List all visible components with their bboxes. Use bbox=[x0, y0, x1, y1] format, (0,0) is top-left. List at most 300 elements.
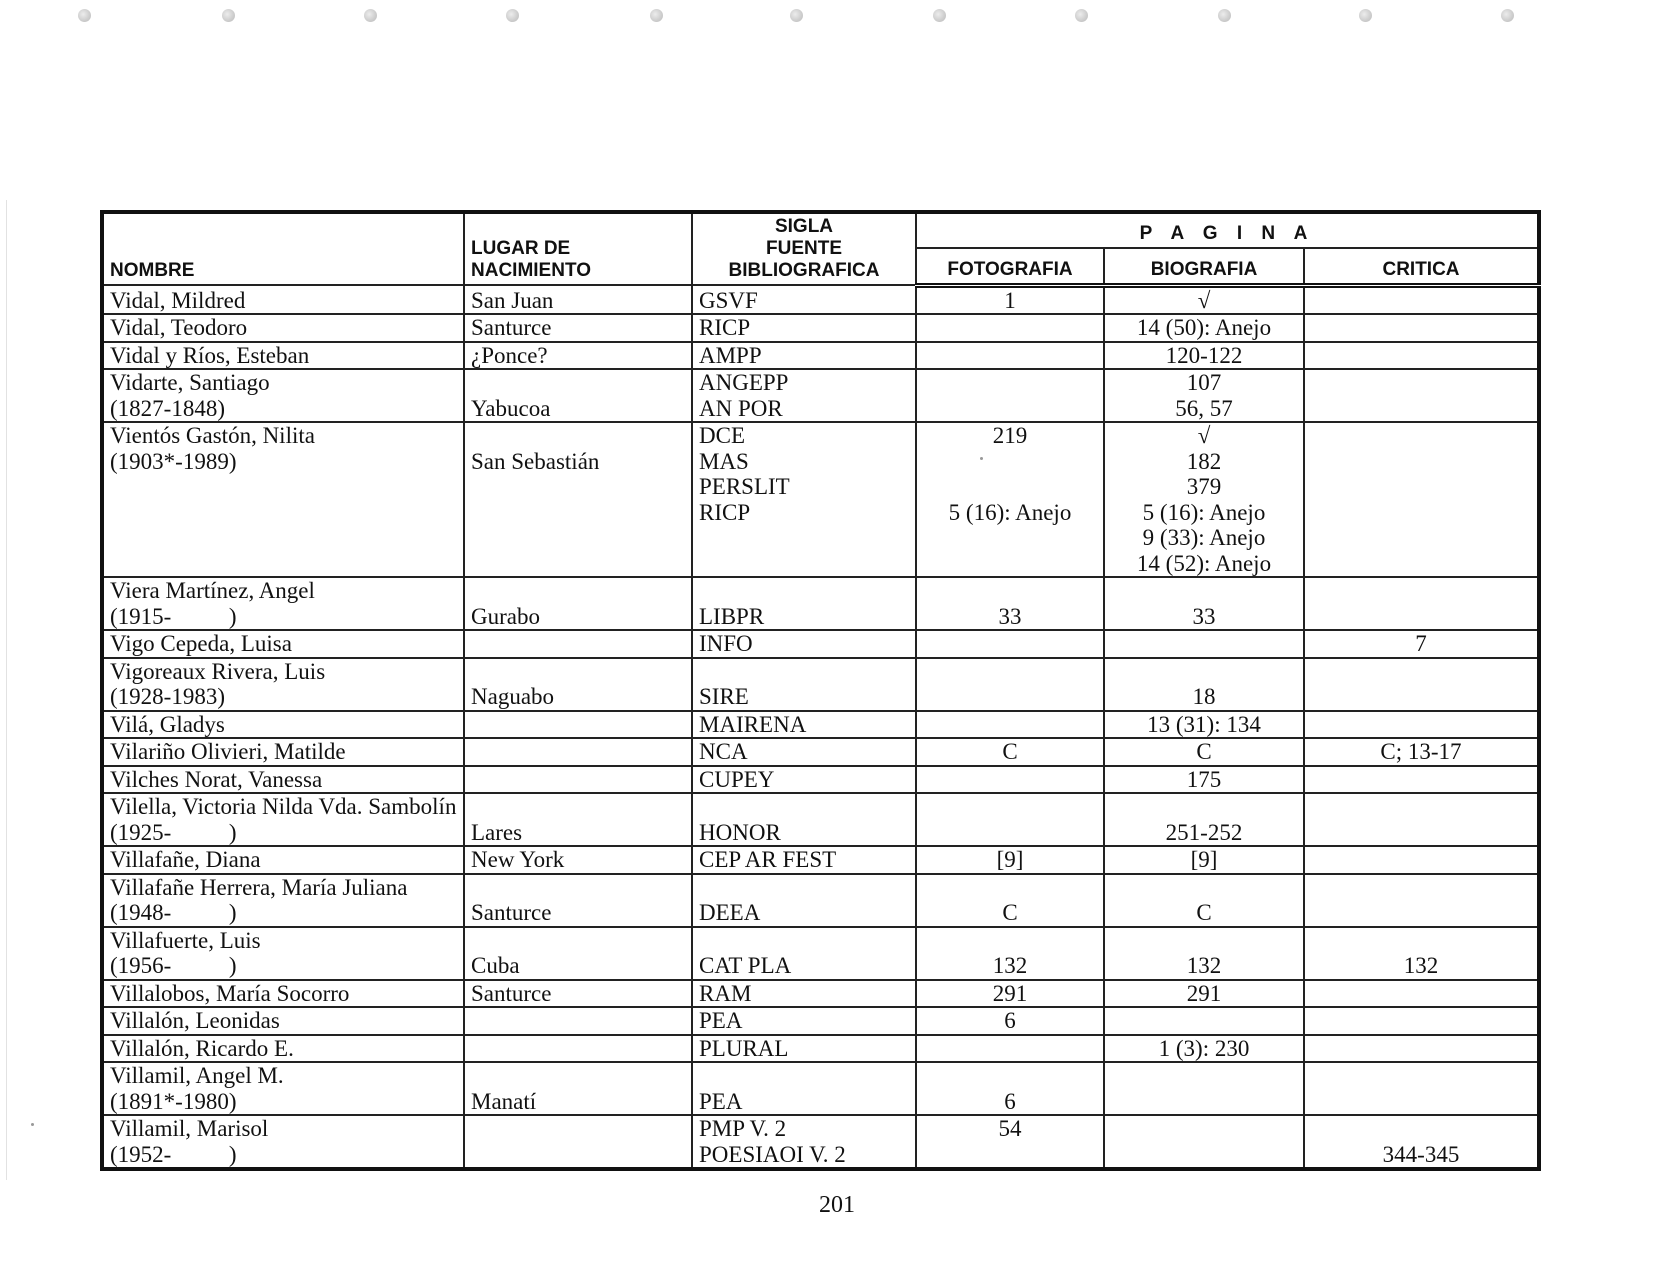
header-pagina: P A G I N A bbox=[916, 212, 1539, 248]
table-row bbox=[102, 422, 1539, 577]
cell-biografia-line bbox=[1111, 1008, 1297, 1034]
cell-nombre-line: Villamil, Angel M. bbox=[110, 1063, 284, 1088]
table-row bbox=[102, 874, 1539, 927]
cell-fotografia-line: 132 bbox=[992, 953, 1028, 978]
cell-lugar-line bbox=[471, 1116, 685, 1142]
cell-nombre bbox=[102, 369, 464, 422]
cell-lugar-line bbox=[471, 659, 685, 685]
cell-nombre bbox=[102, 846, 464, 874]
cell-biografia-line bbox=[1111, 631, 1297, 657]
cell-fotografia bbox=[916, 369, 1104, 422]
cell-fotografia-line: C bbox=[1002, 900, 1018, 925]
cell-fotografia bbox=[916, 980, 1104, 1008]
cell-lugar-line bbox=[471, 525, 685, 551]
table-row bbox=[102, 1007, 1539, 1035]
cell-sigla-line: INFO bbox=[699, 631, 753, 656]
cell-critica-line bbox=[1311, 500, 1531, 526]
cell-lugar bbox=[464, 874, 692, 927]
cell-fotografia-line: 291 bbox=[992, 980, 1028, 1006]
cell-lugar bbox=[464, 846, 692, 874]
cell-sigla-line bbox=[699, 1063, 909, 1089]
cell-nombre-line bbox=[110, 551, 457, 577]
table-row bbox=[102, 658, 1539, 711]
cell-biografia-line bbox=[1111, 1063, 1297, 1089]
cell-nombre-line: (1952- ) bbox=[110, 1141, 237, 1167]
cell-nombre-line: Vilariño Olivieri, Matilde bbox=[110, 739, 346, 764]
cell-lugar-line bbox=[471, 1036, 685, 1062]
cell-nombre-line: (1903*-1989) bbox=[110, 448, 237, 474]
cell-lugar-line: Cuba bbox=[471, 953, 520, 978]
cell-sigla bbox=[692, 711, 916, 739]
cell-nombre-line: Villalón, Ricardo E. bbox=[110, 1035, 294, 1061]
cell-lugar-line bbox=[471, 1142, 685, 1168]
cell-critica bbox=[1304, 874, 1539, 927]
cell-sigla bbox=[692, 1115, 916, 1169]
cell-nombre-line bbox=[110, 474, 457, 500]
cell-critica bbox=[1304, 980, 1539, 1008]
cell-sigla-line: CEP AR FEST bbox=[699, 847, 837, 872]
cell-fotografia-line bbox=[923, 928, 1097, 954]
table-row bbox=[102, 1062, 1539, 1115]
cell-critica bbox=[1304, 342, 1539, 370]
cell-nombre bbox=[102, 793, 464, 846]
cell-nombre-line: (1928-1983) bbox=[110, 684, 225, 709]
cell-critica bbox=[1304, 314, 1539, 342]
cell-nombre-line: Villafañe, Diana bbox=[110, 847, 261, 872]
cell-critica bbox=[1304, 1007, 1539, 1035]
cell-critica-line bbox=[1311, 1089, 1531, 1115]
cell-sigla-line: PEA bbox=[699, 1088, 743, 1114]
cell-biografia-line bbox=[1111, 1116, 1297, 1142]
cell-fotografia bbox=[916, 846, 1104, 874]
cell-critica-line bbox=[1311, 1008, 1531, 1034]
cell-sigla-line: HONOR bbox=[699, 819, 781, 845]
cell-biografia-line: 291 bbox=[1186, 980, 1222, 1006]
cell-sigla bbox=[692, 1007, 916, 1035]
table-row bbox=[102, 630, 1539, 658]
cell-sigla-line bbox=[699, 659, 909, 685]
cell-nombre-line: Villamil, Marisol bbox=[110, 1116, 269, 1141]
cell-biografia-line bbox=[1111, 578, 1297, 604]
cell-biografia bbox=[1104, 422, 1304, 577]
cell-fotografia bbox=[916, 1035, 1104, 1063]
cell-nombre-line: (1925- ) bbox=[110, 819, 237, 845]
cell-lugar-line: San Sebastián bbox=[471, 448, 600, 474]
cell-biografia-line: 379 bbox=[1186, 474, 1222, 499]
cell-nombre bbox=[102, 738, 464, 766]
cell-biografia bbox=[1104, 874, 1304, 927]
cell-fotografia bbox=[916, 1007, 1104, 1035]
cell-lugar bbox=[464, 793, 692, 846]
cell-nombre-line: (1915- ) bbox=[110, 603, 237, 629]
cell-fotografia bbox=[916, 1062, 1104, 1115]
cell-sigla-line: CUPEY bbox=[699, 766, 775, 792]
cell-biografia-line: 120-122 bbox=[1165, 342, 1243, 368]
cell-nombre bbox=[102, 766, 464, 794]
header-fotografia: FOTOGRAFIA bbox=[916, 248, 1104, 285]
cell-lugar-line bbox=[471, 767, 685, 793]
cell-fotografia-line bbox=[923, 684, 1097, 710]
cell-lugar-line: Lares bbox=[471, 819, 523, 845]
cell-nombre-line: Villalón, Leonidas bbox=[110, 1008, 280, 1033]
cell-critica-line bbox=[1311, 659, 1531, 685]
header-lugar bbox=[464, 212, 692, 285]
cell-lugar-line: ¿Ponce? bbox=[471, 342, 548, 368]
cell-biografia bbox=[1104, 1035, 1304, 1063]
cell-sigla-line: ANGEPP bbox=[699, 370, 789, 395]
cell-lugar bbox=[464, 738, 692, 766]
cell-lugar-line bbox=[471, 474, 685, 500]
cell-nombre-line: Vilella, Victoria Nilda Vda. Sambolín bbox=[110, 794, 457, 819]
cell-fotografia-line: 6 bbox=[1004, 1008, 1016, 1033]
table-row bbox=[102, 793, 1539, 846]
cell-lugar bbox=[464, 630, 692, 658]
table-row bbox=[102, 846, 1539, 874]
cell-lugar bbox=[464, 369, 692, 422]
table-row bbox=[102, 1035, 1539, 1063]
cell-lugar-line: Gurabo bbox=[471, 603, 540, 629]
cell-nombre-line bbox=[110, 525, 457, 551]
cell-critica-line: 7 bbox=[1415, 631, 1427, 656]
table-body bbox=[102, 285, 1539, 1169]
binder-hole bbox=[78, 9, 91, 22]
cell-lugar-line bbox=[471, 631, 685, 657]
cell-biografia-line: 56, 57 bbox=[1175, 395, 1233, 421]
cell-sigla-line: NCA bbox=[699, 739, 748, 764]
cell-critica bbox=[1304, 658, 1539, 711]
cell-sigla-line: GSVF bbox=[699, 287, 758, 313]
cell-fotografia-line bbox=[923, 370, 1097, 396]
header-sigla-line: FUENTE bbox=[766, 238, 842, 259]
cell-lugar bbox=[464, 711, 692, 739]
cell-lugar bbox=[464, 658, 692, 711]
cell-critica-line bbox=[1311, 474, 1531, 500]
cell-nombre-line: (1956- ) bbox=[110, 953, 237, 978]
cell-critica-line bbox=[1311, 767, 1531, 793]
cell-biografia bbox=[1104, 314, 1304, 342]
cell-sigla bbox=[692, 658, 916, 711]
cell-critica-line bbox=[1311, 449, 1531, 475]
cell-biografia bbox=[1104, 1062, 1304, 1115]
header-nombre: NOMBRE bbox=[102, 212, 464, 285]
cell-lugar bbox=[464, 1035, 692, 1063]
cell-nombre-line: Vidal, Mildred bbox=[110, 287, 246, 313]
cell-fotografia-line bbox=[923, 712, 1097, 738]
cell-lugar-line: San Juan bbox=[471, 287, 554, 313]
cell-sigla-line: LIBPR bbox=[699, 603, 765, 629]
cell-sigla bbox=[692, 1062, 916, 1115]
cell-critica bbox=[1304, 630, 1539, 658]
cell-fotografia bbox=[916, 874, 1104, 927]
cell-biografia-line: 251-252 bbox=[1165, 819, 1243, 845]
cell-nombre-line: Vidarte, Santiago bbox=[110, 370, 270, 395]
cell-critica-line bbox=[1311, 928, 1531, 954]
cell-nombre bbox=[102, 980, 464, 1008]
cell-fotografia-line bbox=[923, 875, 1097, 901]
cell-lugar bbox=[464, 1007, 692, 1035]
cell-sigla-line: RICP bbox=[699, 315, 751, 340]
binder-hole bbox=[1359, 9, 1372, 22]
table-row bbox=[102, 342, 1539, 370]
cell-critica-line bbox=[1311, 1036, 1531, 1062]
cell-nombre bbox=[102, 658, 464, 711]
cell-biografia-line: 5 (16): Anejo bbox=[1142, 499, 1266, 525]
cell-sigla bbox=[692, 422, 916, 577]
cell-fotografia-line: C bbox=[1002, 739, 1018, 764]
cell-nombre-line: (1891*-1980) bbox=[110, 1088, 237, 1114]
cell-lugar-line bbox=[471, 739, 685, 765]
cell-fotografia-line bbox=[923, 1036, 1097, 1062]
cell-lugar bbox=[464, 342, 692, 370]
cell-sigla bbox=[692, 342, 916, 370]
cell-fotografia-line bbox=[923, 631, 1097, 657]
cell-critica-line bbox=[1311, 525, 1531, 551]
cell-sigla bbox=[692, 980, 916, 1008]
cell-critica bbox=[1304, 285, 1539, 314]
cell-critica-line bbox=[1311, 551, 1531, 577]
cell-biografia bbox=[1104, 369, 1304, 422]
cell-lugar-line: Yabucoa bbox=[471, 395, 551, 421]
cell-sigla-line: MAS bbox=[699, 448, 749, 474]
table-row bbox=[102, 711, 1539, 739]
cell-sigla-line: PEA bbox=[699, 1008, 743, 1033]
cell-fotografia bbox=[916, 658, 1104, 711]
table-row bbox=[102, 927, 1539, 980]
cell-nombre-line: Vilá, Gladys bbox=[110, 711, 225, 737]
cell-lugar bbox=[464, 980, 692, 1008]
cell-sigla-line bbox=[699, 928, 909, 954]
header-sigla bbox=[692, 212, 916, 285]
cell-biografia-line: √ bbox=[1197, 423, 1211, 448]
table-row bbox=[102, 980, 1539, 1008]
cell-critica bbox=[1304, 369, 1539, 422]
cell-critica-line bbox=[1311, 1063, 1531, 1089]
cell-fotografia bbox=[916, 793, 1104, 846]
cell-sigla-line: CAT PLA bbox=[699, 953, 792, 978]
cell-biografia-line bbox=[1111, 659, 1297, 685]
cell-critica-line bbox=[1311, 820, 1531, 846]
cell-biografia bbox=[1104, 927, 1304, 980]
cell-biografia bbox=[1104, 793, 1304, 846]
scan-edge-shadow bbox=[6, 200, 7, 1180]
cell-lugar bbox=[464, 422, 692, 577]
cell-sigla-line: AN POR bbox=[699, 395, 783, 421]
cell-lugar-line bbox=[471, 1063, 685, 1089]
cell-biografia-line: 13 (31): 134 bbox=[1147, 711, 1261, 737]
cell-biografia bbox=[1104, 1115, 1304, 1169]
cell-critica-line bbox=[1311, 981, 1531, 1007]
cell-sigla bbox=[692, 577, 916, 630]
cell-critica-line bbox=[1311, 396, 1531, 422]
cell-critica-line bbox=[1311, 423, 1531, 449]
cell-biografia-line: 132 bbox=[1186, 953, 1222, 978]
binder-hole bbox=[1501, 9, 1514, 22]
page-number: 201 bbox=[819, 1192, 855, 1218]
cell-fotografia-line bbox=[923, 1142, 1097, 1168]
cell-sigla-line bbox=[699, 551, 909, 577]
cell-biografia-line: 175 bbox=[1186, 766, 1222, 792]
cell-nombre-line: Vigo Cepeda, Luisa bbox=[110, 631, 292, 656]
cell-sigla bbox=[692, 314, 916, 342]
cell-biografia-line: 9 (33): Anejo bbox=[1142, 525, 1266, 550]
cell-fotografia-line bbox=[923, 315, 1097, 341]
binder-hole bbox=[1218, 9, 1231, 22]
cell-sigla-line: SIRE bbox=[699, 684, 749, 709]
cell-biografia-line: √ bbox=[1197, 287, 1211, 313]
cell-biografia-line bbox=[1111, 875, 1297, 901]
binder-hole bbox=[222, 9, 235, 22]
header-lugar-line: NACIMIENTO bbox=[471, 260, 591, 281]
cell-biografia bbox=[1104, 1007, 1304, 1035]
cell-fotografia-line bbox=[923, 551, 1097, 577]
cell-sigla-line: POESIAOI V. 2 bbox=[699, 1141, 846, 1167]
table-row bbox=[102, 314, 1539, 342]
cell-critica bbox=[1304, 1035, 1539, 1063]
binder-hole bbox=[650, 9, 663, 22]
cell-critica-line bbox=[1311, 900, 1531, 926]
cell-sigla-line: PMP V. 2 bbox=[699, 1116, 787, 1141]
cell-sigla bbox=[692, 630, 916, 658]
cell-biografia bbox=[1104, 342, 1304, 370]
cell-biografia-line: 107 bbox=[1186, 370, 1222, 395]
header-biografia: BIOGRAFIA bbox=[1104, 248, 1304, 285]
cell-sigla-line: MAIRENA bbox=[699, 711, 807, 737]
cell-sigla-line: DEEA bbox=[699, 900, 761, 925]
cell-fotografia-line bbox=[923, 1063, 1097, 1089]
cell-critica bbox=[1304, 1115, 1539, 1169]
cell-nombre bbox=[102, 285, 464, 314]
cell-critica bbox=[1304, 738, 1539, 766]
cell-sigla bbox=[692, 793, 916, 846]
cell-nombre bbox=[102, 927, 464, 980]
cell-sigla-line: AMPP bbox=[699, 342, 762, 368]
cell-nombre bbox=[102, 630, 464, 658]
cell-sigla-line bbox=[699, 794, 909, 820]
cell-nombre bbox=[102, 1007, 464, 1035]
binder-hole bbox=[506, 9, 519, 22]
cell-fotografia-line: 54 bbox=[998, 1116, 1022, 1141]
cell-fotografia-line: 6 bbox=[1004, 1088, 1016, 1114]
header-sigla-line: BIBLIOGRAFICA bbox=[728, 260, 880, 281]
cell-lugar-line bbox=[471, 551, 685, 577]
table-row bbox=[102, 285, 1539, 314]
cell-fotografia bbox=[916, 738, 1104, 766]
cell-critica-line bbox=[1311, 578, 1531, 604]
cell-critica bbox=[1304, 422, 1539, 577]
cell-critica-line bbox=[1311, 315, 1531, 341]
cell-critica-line bbox=[1311, 847, 1531, 873]
cell-lugar bbox=[464, 285, 692, 314]
cell-lugar-line bbox=[471, 712, 685, 738]
cell-lugar bbox=[464, 927, 692, 980]
cell-nombre bbox=[102, 342, 464, 370]
header-critica: CRITICA bbox=[1304, 248, 1539, 285]
binder-hole bbox=[1075, 9, 1088, 22]
cell-nombre-line: (1948- ) bbox=[110, 900, 237, 925]
cell-lugar-line bbox=[471, 794, 685, 820]
cell-nombre bbox=[102, 422, 464, 577]
cell-lugar-line: New York bbox=[471, 847, 565, 872]
cell-lugar bbox=[464, 1115, 692, 1169]
cell-critica-line bbox=[1311, 288, 1531, 314]
cell-nombre bbox=[102, 577, 464, 630]
cell-nombre bbox=[102, 711, 464, 739]
cell-nombre-line: Villafañe Herrera, María Juliana bbox=[110, 874, 408, 900]
cell-lugar-line bbox=[471, 370, 685, 396]
cell-fotografia bbox=[916, 630, 1104, 658]
cell-sigla-line: DCE bbox=[699, 423, 745, 448]
cell-sigla bbox=[692, 766, 916, 794]
cell-lugar-line: Naguabo bbox=[471, 684, 555, 709]
cell-nombre-line: Vidal y Ríos, Esteban bbox=[110, 342, 310, 368]
cell-nombre-line: Vigoreaux Rivera, Luis bbox=[110, 658, 326, 684]
cell-critica-line bbox=[1311, 1116, 1531, 1142]
cell-sigla bbox=[692, 927, 916, 980]
cell-nombre-line bbox=[110, 500, 457, 526]
cell-fotografia-line: [9] bbox=[996, 847, 1024, 872]
cell-biografia-line bbox=[1111, 1089, 1297, 1115]
cell-nombre-line: Vidal, Teodoro bbox=[110, 315, 248, 340]
cell-critica bbox=[1304, 927, 1539, 980]
cell-sigla-line bbox=[699, 875, 909, 901]
cell-nombre bbox=[102, 874, 464, 927]
cell-critica bbox=[1304, 1062, 1539, 1115]
cell-critica bbox=[1304, 846, 1539, 874]
cell-fotografia-line bbox=[923, 767, 1097, 793]
cell-biografia-line: C bbox=[1196, 739, 1212, 764]
cell-fotografia-line bbox=[923, 820, 1097, 846]
cell-fotografia-line bbox=[923, 794, 1097, 820]
cell-fotografia bbox=[916, 766, 1104, 794]
cell-fotografia bbox=[916, 927, 1104, 980]
cell-lugar-line bbox=[471, 1008, 685, 1034]
cell-sigla bbox=[692, 285, 916, 314]
cell-lugar-line bbox=[471, 423, 685, 449]
cell-lugar bbox=[464, 766, 692, 794]
cell-lugar bbox=[464, 1062, 692, 1115]
table-row bbox=[102, 1115, 1539, 1169]
cell-biografia bbox=[1104, 658, 1304, 711]
cell-sigla bbox=[692, 738, 916, 766]
cell-fotografia bbox=[916, 1115, 1104, 1169]
cell-fotografia bbox=[916, 422, 1104, 577]
cell-biografia-line: 18 bbox=[1192, 684, 1216, 709]
cell-biografia-line bbox=[1111, 1142, 1297, 1168]
cell-fotografia bbox=[916, 285, 1104, 314]
cell-lugar-line: Santurce bbox=[471, 315, 552, 340]
cell-fotografia bbox=[916, 577, 1104, 630]
cell-lugar-line bbox=[471, 875, 685, 901]
table-header bbox=[102, 212, 1539, 285]
cell-nombre-line: Villafuerte, Luis bbox=[110, 927, 261, 953]
cell-lugar-line bbox=[471, 928, 685, 954]
binder-hole bbox=[364, 9, 377, 22]
cell-lugar-line: Manatí bbox=[471, 1088, 537, 1114]
cell-biografia-line: 33 bbox=[1192, 603, 1216, 629]
cell-fotografia bbox=[916, 711, 1104, 739]
cell-biografia bbox=[1104, 285, 1304, 314]
cell-lugar-line: Santurce bbox=[471, 900, 552, 925]
cell-critica-line bbox=[1311, 712, 1531, 738]
cell-sigla-line bbox=[699, 525, 909, 551]
cell-nombre-line: (1827-1848) bbox=[110, 395, 225, 421]
cell-fotografia-line bbox=[923, 343, 1097, 369]
cell-sigla-line: PLURAL bbox=[699, 1035, 789, 1061]
cell-fotografia-line bbox=[923, 449, 1097, 475]
binder-hole bbox=[790, 9, 803, 22]
cell-fotografia-line: 33 bbox=[998, 603, 1022, 629]
table-row bbox=[102, 369, 1539, 422]
